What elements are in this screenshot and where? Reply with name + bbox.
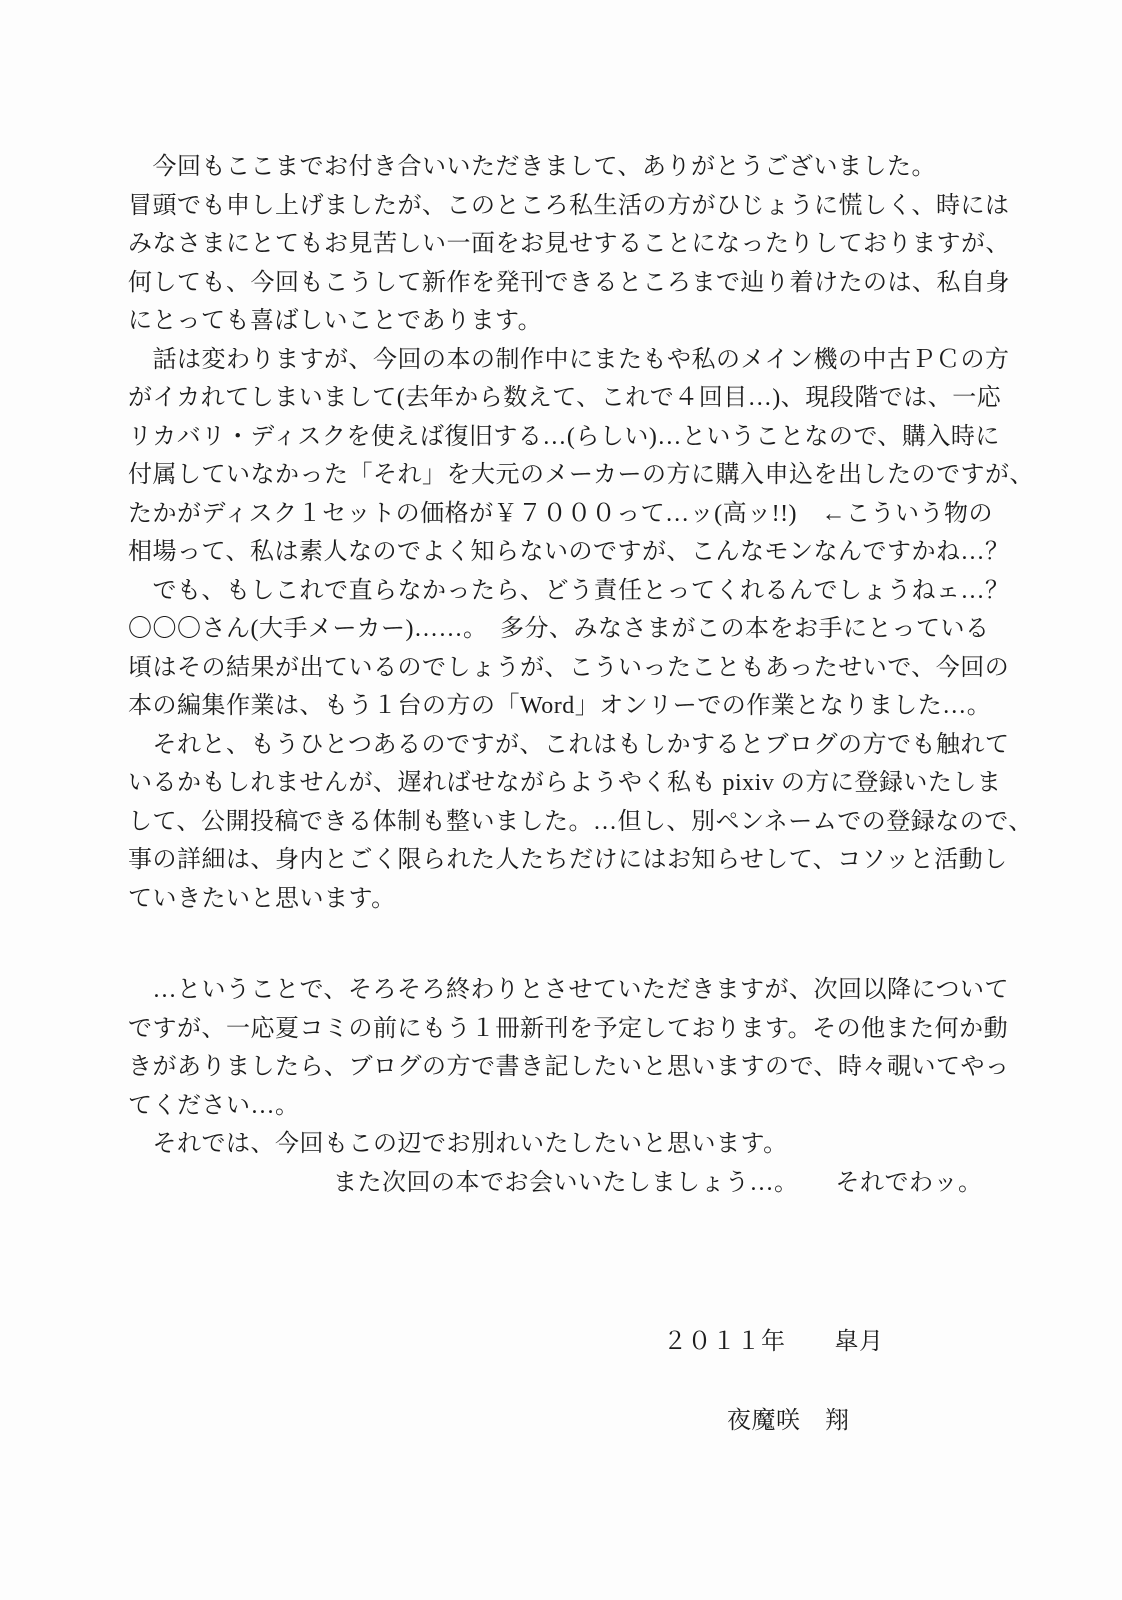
closing-block [128,1323,1058,1440]
text-line: リカバリ・ディスクを使えば復旧する…(らしい)…ということなので、購入時に [128,423,1000,450]
author-signature: 夜魔咲 翔 [727,1407,850,1434]
paragraph-thanks [128,148,1058,341]
text-line: みなさまにとてもお見苦しい一面をお見せすることになったりしておりますが、 [128,231,1010,257]
text-line: それでは、今回もこの辺でお別れいたしたいと思います。 [128,1131,788,1157]
text-line: いるかもしれませんが、遅ればせながらようやく私も pixiv の方に登録いたしま [128,770,1002,796]
text-line: それと、もうひとつあるのですが、これはもしかするとブログの方でも触れて [128,731,1010,758]
paragraph-maker-complaint [128,572,1058,726]
text-line: にとっても喜ばしいことであります。 [128,308,543,334]
text-line: 相場って、私は素人なのでよく知らないのですが、こんなモンなんですかね…？ [128,539,1010,565]
paragraph-next-plans [128,971,1058,1125]
paragraph-farewell [128,1125,1058,1164]
afterword-text [128,148,1058,1440]
text-line: ていきたいと思います。 [128,885,396,912]
text-line: 話は変わりますが、今回の本の制作中にまたもや私のメイン機の中古ＰＣの方 [128,346,1010,373]
text-line: でも、もしこれで直らなかったら、どう責任とってくれるんでしょうねェ…？ [128,577,1010,604]
text-line: たかがディスク１セットの価格が￥７０００って…ッ(高ッ!!) ←こういう物の [128,500,994,527]
text-line: ですが、一応夏コミの前にもう１冊新刊を予定しております。その他また何か動 [128,1015,1009,1042]
text-line: 冒頭でも申し上げましたが、このところ私生活の方がひじょうに慌しく、時には [128,192,1010,219]
text-line: 頃はその結果が出ているのでしょうが、こういったこともあったせいで、今回の [128,654,1010,681]
text-line: 付属していなかった「それ」を大元のメーカーの方に購入申込を出したのですが、 [128,462,1035,488]
text-line: して、公開投稿できる体制も整いました。…但し、別ペンネームでの登録なので、 [128,808,1033,835]
text-line: 今回もここまでお付き合いいただきまして、ありがとうございました。 [128,154,937,180]
text-line: きがありましたら、ブログの方で書き記したいと思いますので、時々覗いてやっ [128,1054,1010,1080]
date-line: ２０１１年 皐月 [663,1329,884,1355]
paragraph-pc-trouble [128,341,1058,572]
text-line: 〇〇〇さん(大手メーカー)……。 多分、みなさまがこの本をお手にとっている [128,616,990,642]
text-line: 事の詳細は、身内とごく限られた人たちだけにはお知らせして、コソッと活動し [128,847,1008,873]
text-line: がイカれてしまいまして(去年から数えて、これで４回目…)、現段階では、一応 [128,385,1002,411]
text-line: …ということで、そろそろ終わりとさせていただきますが、次回以降について [128,977,1010,1003]
paragraph-see-you [128,1164,1058,1203]
text-line: てください…。 [128,1092,300,1119]
text-line: 本の編集作業は、もう１台の方の「Word」オンリーでの作業となりました…。 [128,693,992,719]
paragraph-pixiv [128,726,1058,919]
text-line: 何しても、今回もこうして新作を発刊できるところまで辿り着けたのは、私自身 [128,269,1010,296]
text-line: また次回の本でお会いいたしましょう…。 それでわッ。 [333,1169,983,1196]
